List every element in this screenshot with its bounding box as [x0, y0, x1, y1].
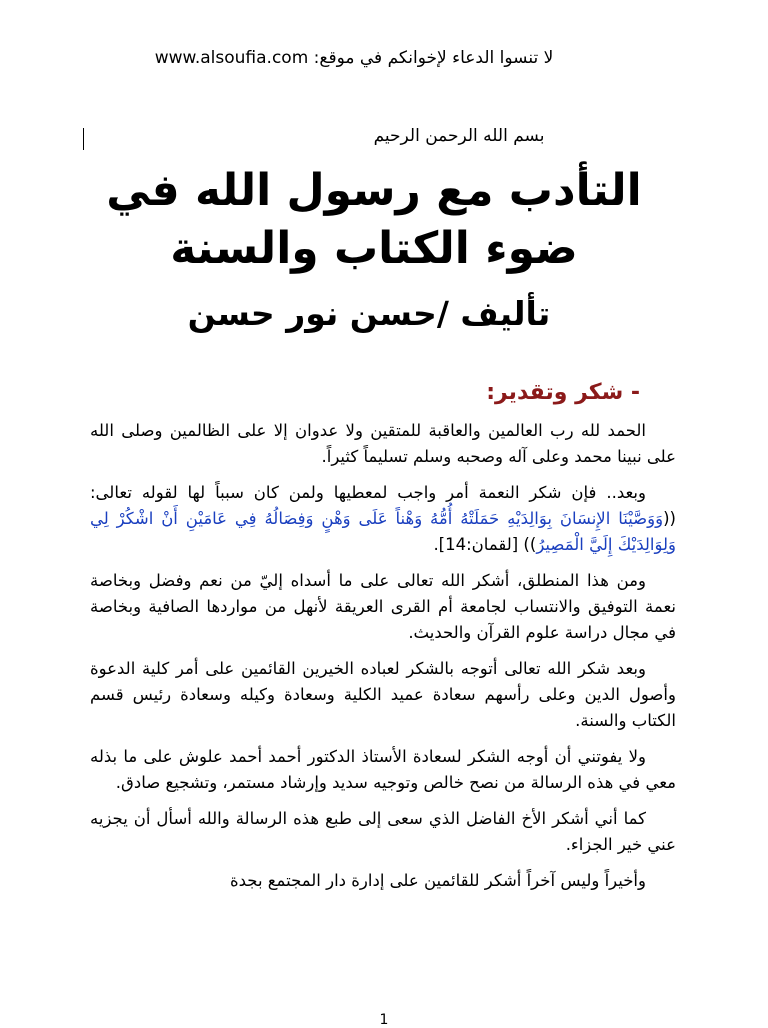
paragraph-7: وأخيراً وليس آخراً أشكر للقائمين على إدارة دار المجتمع بجدة	[229, 871, 646, 890]
paragraph-5: ولا يفوتني أن أوجه الشكر لسعادة الأستاذ الدكتور أحمد أحمد علوش على ما بذله معي في هذه الرسالة من نصح خالص وتوجيه سديد وإرشاد مستمر، وتشجيع صادق.	[90, 747, 676, 792]
paragraph-3: ومن هذا المنطلق، أشكر الله تعالى على ما أسداه إليّ من نعم وفضل وبخاصة نعمة التوفيق والانتساب لجامعة أم القرى العريقة لأنهل من مواردها الصافية وبخاصة في مجال دراسة علوم القرآن والحديث.	[90, 571, 676, 642]
page-number: 1	[379, 1012, 389, 1028]
header-line: لا تنسوا الدعاء لإخوانكم في موقع: www.alsoufia.com	[154, 48, 554, 68]
basmala: بسم الله الرحمن الرحيم	[373, 126, 545, 146]
paragraph-4: وبعد شكر الله تعالى أتوجه بالشكر لعباده الخيرين القائمين على أمر كلية الدعوة وأصول الدين وعلى رأسهم سعادة عميد الكلية وسعادة وكيله وسعادة رئيس قسم الكتاب والسنة.	[90, 659, 676, 730]
section-heading: - شكر وتقدير:	[486, 380, 640, 405]
body-text	[90, 418, 676, 904]
paragraph-2-citation: )) [لقمان:14].	[433, 535, 537, 554]
page-title: التأدب مع رسول الله في ضوء الكتاب والسنة	[106, 165, 642, 274]
paragraph-2-intro: وبعد.. فإن شكر النعمة أمر واجب لمعطيها ولمن كان سبباً لها لقوله تعالى: ((	[90, 483, 676, 528]
paragraph-1: الحمد لله رب العالمين والعاقبة للمتقين ولا عدوان إلا على الظالمين وصلى الله على نبينا محمد وعلى آله وصحبه وسلم تسليماً كثيراً.	[90, 421, 676, 466]
paragraph-2	[90, 480, 676, 558]
quran-verse: وَوَصَّيْنَا الإِنسَانَ بِوَالِدَيْهِ حَمَلَتْهُ أُمُّهُ وَهْناً عَلَى وَهْنٍ وَفِصَالُهُ فِي عَامَيْنِ أَنْ اشْكُرْ لِي وَلِوَالِدَيْكَ إِلَيَّ الْمَصِيرُ	[90, 509, 676, 554]
paragraph-6: كما أني أشكر الأخ الفاضل الذي سعى إلى طبع هذه الرسالة والله أسأل أن يجزيه عني خير الجزاء.	[90, 809, 676, 854]
author-line: تأليف /حسن نور حسن	[187, 294, 551, 333]
